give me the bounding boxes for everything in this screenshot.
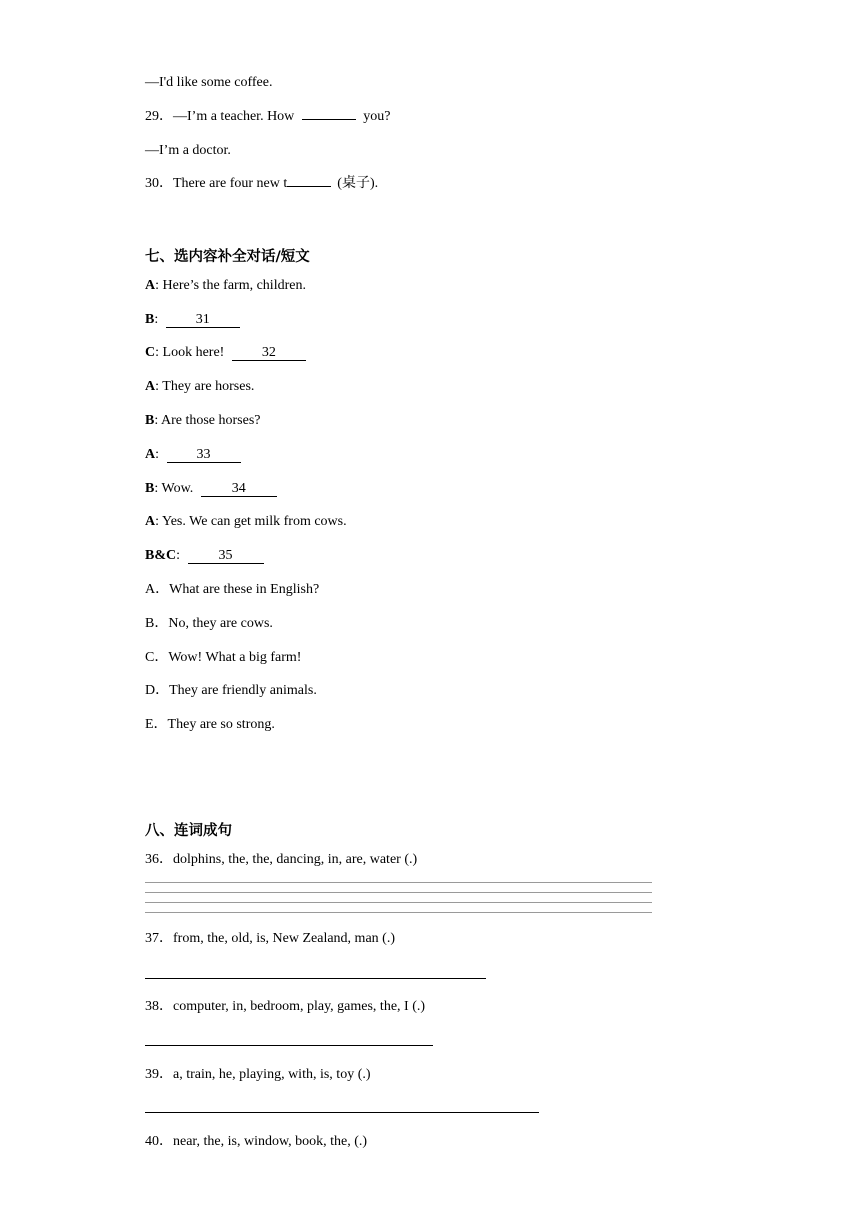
question-39: 39．a, train, he, playing, with, is, toy (.) [145, 1067, 371, 1082]
speaker: A [145, 379, 156, 394]
section-7-heading: 七、选内容补全对话/短文 [145, 249, 310, 265]
dialogue-text: : Look here! [155, 345, 225, 360]
question-36: 36．dolphins, the, the, dancing, in, are, water (.) [145, 852, 418, 867]
answer-blank-35[interactable]: 35 [188, 548, 264, 564]
option-b: B．No, they are cows. [145, 616, 273, 631]
dialogue-text: : Wow. [154, 481, 194, 496]
answer-line[interactable] [145, 912, 652, 913]
dialogue-line [145, 513, 347, 531]
question-37: 37．from, the, old, is, New Zealand, man (.) [145, 931, 395, 946]
question-text: you? [363, 109, 391, 124]
q28-answer: —I'd like some coffee. [145, 75, 273, 90]
dialogue-text: : Here’s the farm, children. [155, 278, 306, 293]
question-30 [145, 175, 378, 193]
answer-line[interactable] [145, 902, 652, 903]
answer-line[interactable] [145, 978, 486, 979]
dialogue-text: : [176, 548, 181, 563]
section-8-heading: 八、连词成句 [145, 823, 232, 839]
speaker: A [145, 447, 156, 462]
dialogue-text: : Yes. We can get milk from cows. [155, 514, 347, 529]
dialogue-text: : [154, 312, 159, 327]
question-number: 29． [145, 109, 173, 124]
dialogue-line [145, 480, 277, 498]
answer-line[interactable] [145, 1045, 433, 1046]
answer-line[interactable] [145, 1112, 539, 1113]
speaker: B [145, 413, 155, 428]
question-text: There are four new t [173, 176, 288, 191]
speaker: A [145, 278, 156, 293]
option-a: A．What are these in English? [145, 582, 320, 597]
question-text: —I’m a teacher. How [173, 109, 295, 124]
q29-answer: —I’m a doctor. [145, 143, 231, 158]
answer-blank-33[interactable]: 33 [167, 447, 241, 463]
answer-line[interactable] [145, 892, 652, 893]
option-c: C．Wow! What a big farm! [145, 650, 302, 665]
answer-line[interactable] [145, 882, 652, 883]
answer-blank-34[interactable]: 34 [201, 481, 277, 497]
dialogue-line [145, 547, 264, 565]
dialogue-text: : Are those horses? [154, 413, 261, 428]
option-d: D．They are friendly animals. [145, 683, 317, 698]
question-hint: (桌子). [337, 176, 379, 191]
answer-blank[interactable] [302, 119, 356, 120]
question-40: 40．near, the, is, window, book, the, (.) [145, 1134, 368, 1149]
dialogue-text: : [155, 447, 160, 462]
option-e: E．They are so strong. [145, 717, 275, 732]
dialogue-line [145, 344, 306, 362]
answer-blank-31[interactable]: 31 [166, 312, 240, 328]
speaker: B [145, 481, 155, 496]
speaker: C [145, 345, 156, 360]
dialogue-text: : They are horses. [155, 379, 255, 394]
question-38: 38．computer, in, bedroom, play, games, the, I (.) [145, 999, 426, 1014]
dialogue-line [145, 277, 306, 295]
speaker: A [145, 514, 156, 529]
dialogue-line [145, 311, 240, 329]
answer-blank-32[interactable]: 32 [232, 345, 306, 361]
dialogue-line [145, 412, 261, 430]
answer-blank[interactable] [287, 186, 331, 187]
question-number: 30． [145, 176, 173, 191]
dialogue-line [145, 446, 241, 464]
speaker: B [145, 312, 155, 327]
dialogue-line [145, 378, 254, 396]
question-29 [145, 108, 391, 126]
speaker: B&C [145, 548, 177, 563]
